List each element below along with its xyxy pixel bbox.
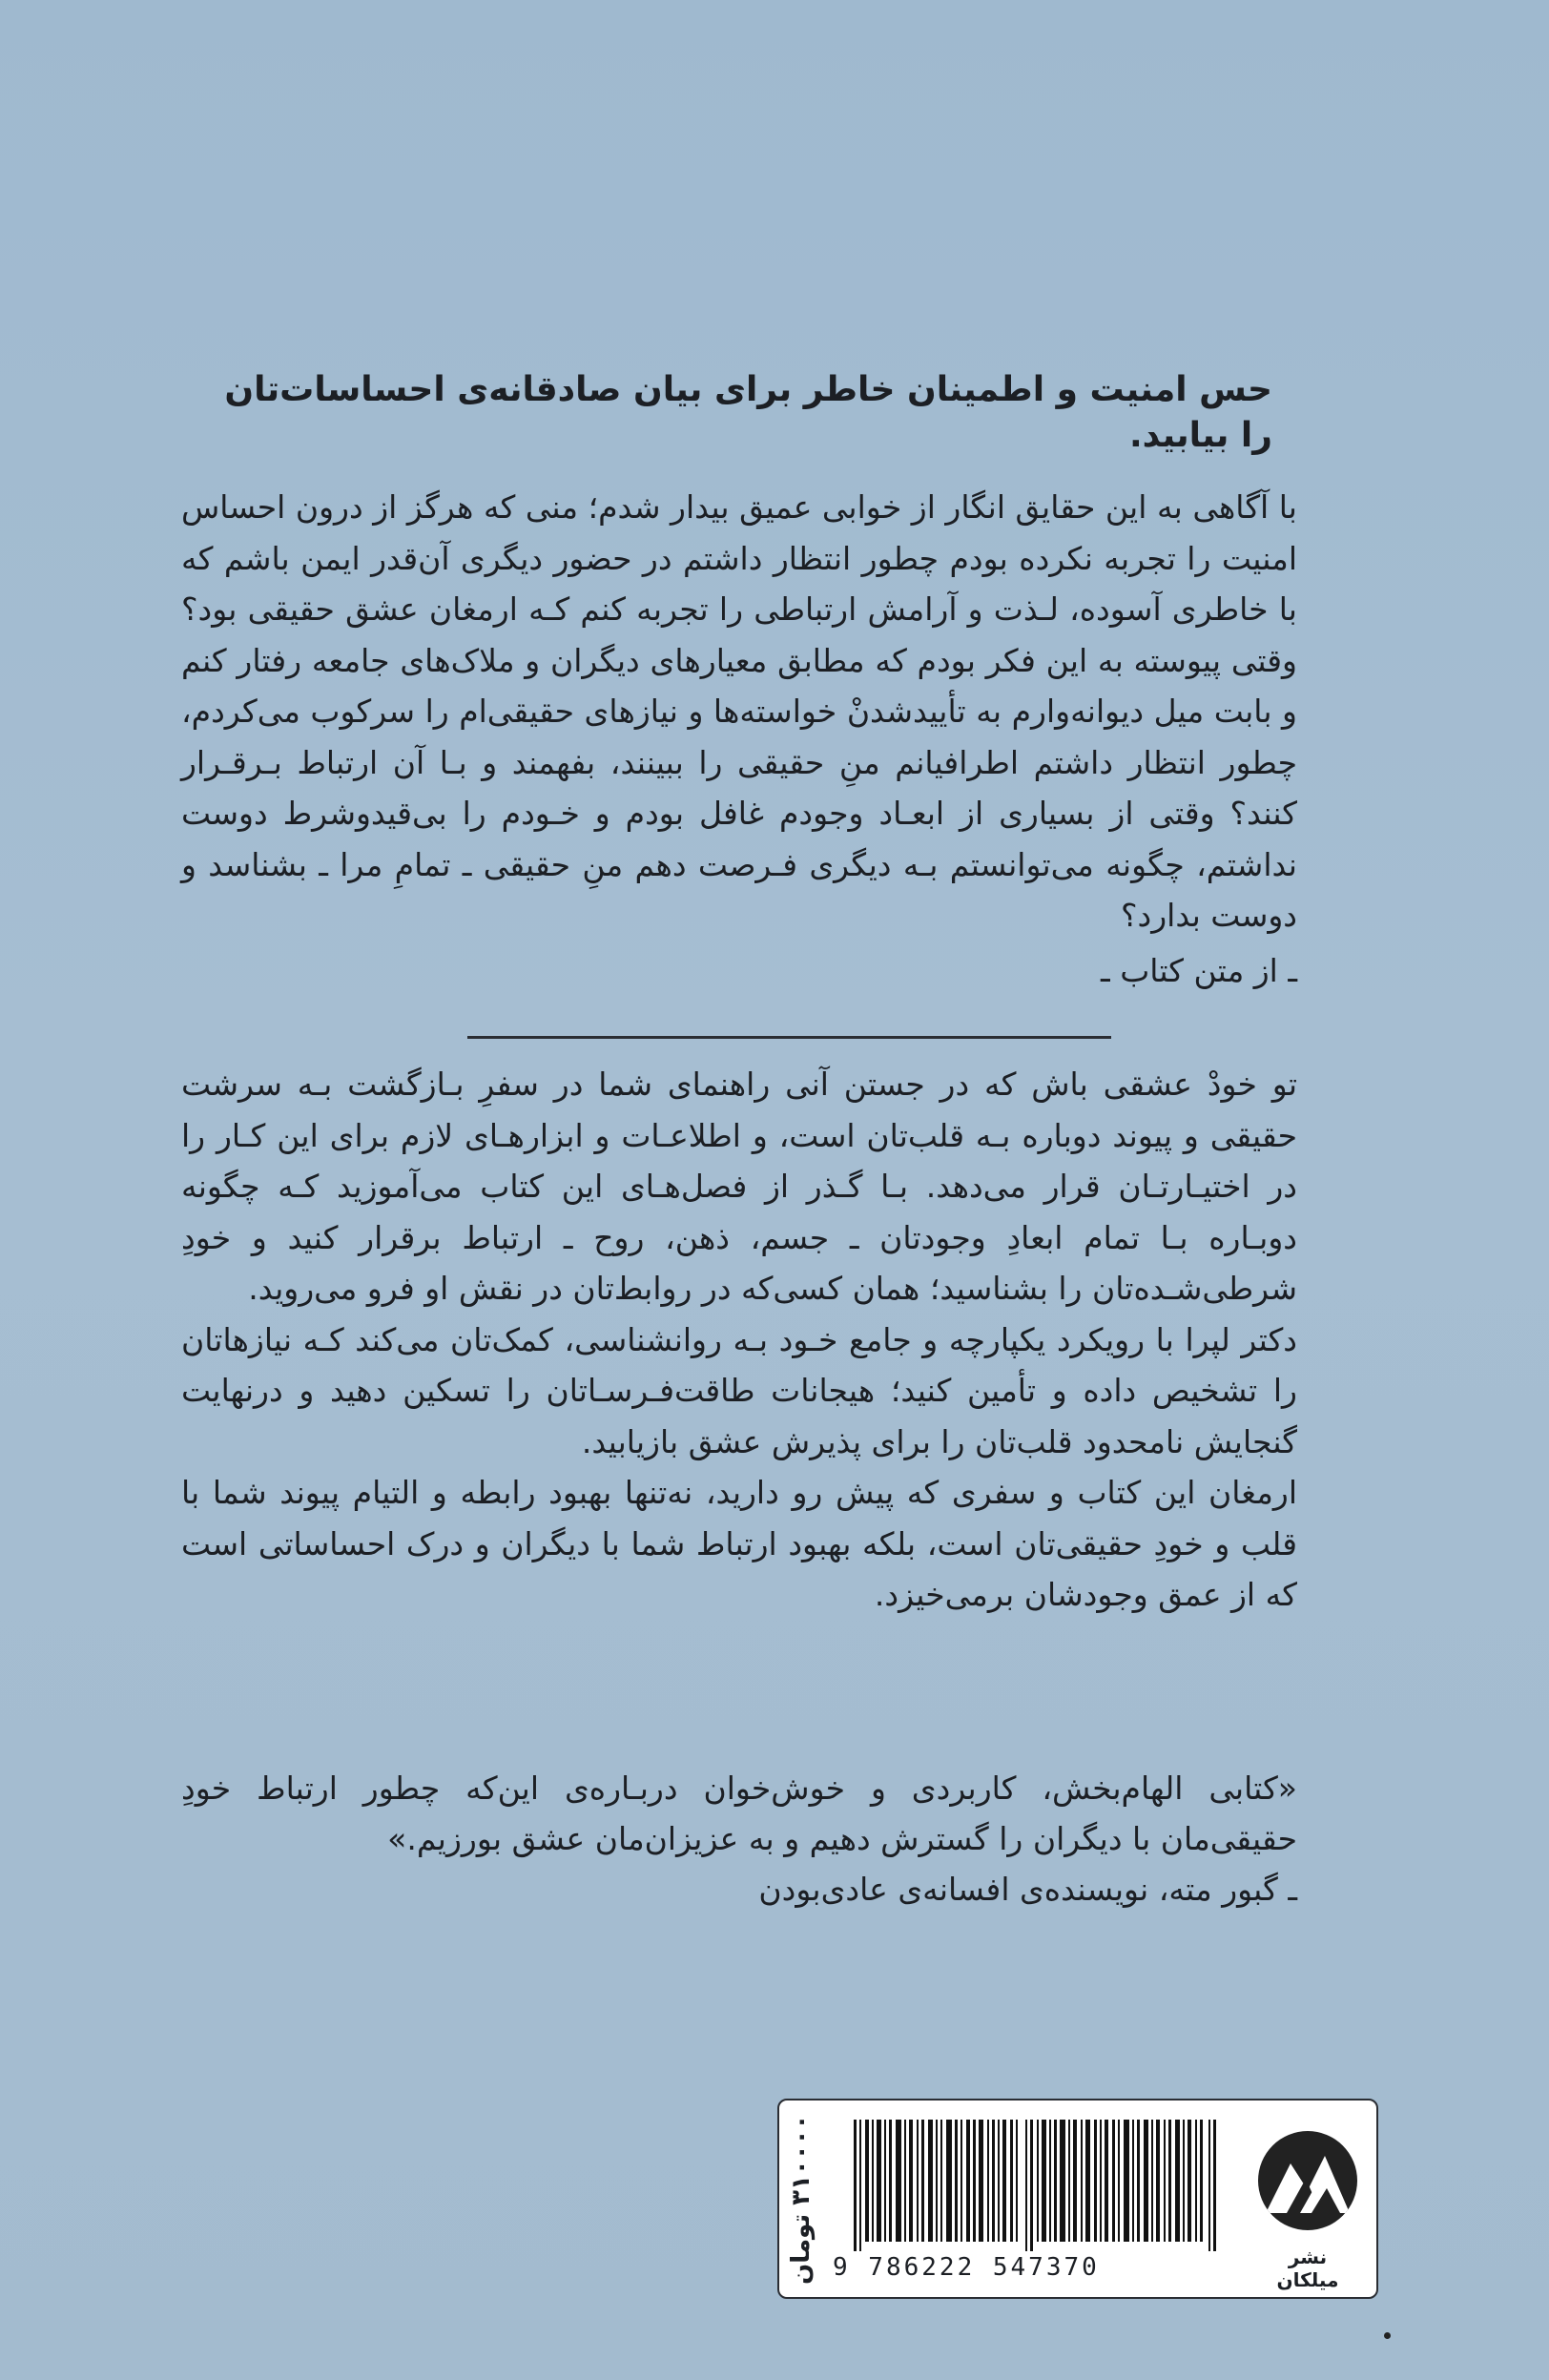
book-excerpt: [181, 482, 1297, 996]
endorsement-attribution: ـ گبور مته، نویسنده‌ی افسانه‌ی عادی‌بودن: [758, 1871, 1297, 1908]
corner-dot: [1384, 2332, 1391, 2339]
isbn-number: 9 786222 547370: [833, 2253, 1100, 2282]
excerpt-source: ـ از متن کتاب ـ: [1101, 951, 1297, 989]
description-paragraph-2: دکتر لپرا با رویکرد یکپارچه و جامع خـود بـه روانشناسی، کمک‌تان می‌کند کـه نیازهاتان را تشخیص داده و تأمین کنید؛ هیجانات طاقت‌فـرسـاتان را تسکین دهید و درنهایت گنجایش نامحدود قلب‌تان را برای پذیرش عشق بازیابید.: [181, 1320, 1297, 1460]
description-paragraph-1: تو خودْ عشقی باش که در جستن آنی راهنمای شما در سفرِ بـازگشت بـه سرشت حقیقی و پیوند دوباره بـه قلب‌تان است، و اطلاعـات و ابزارهـای لازم برای این کـار را در اختیـارتـان قرار می‌دهد. بـا گـذر از فصل‌هـای این کتاب می‌آموزید کـه چگونه دوبـاره بـا تمام ابعادِ وجودتان ـ جسم، ذهن، روح ـ ارتباط برقرار کنید و خودِ شرطی‌شـده‌تان را بشناسید؛ همان کسی‌که در روابط‌تان در نقش او فرو می‌روید.: [181, 1066, 1297, 1307]
endorsement: [181, 1763, 1297, 1914]
excerpt-body: با آگاهی به این حقایق انگار از خوابی عمیق بیدار شدم؛ منی که هرگز از درون احساس امنیت را تجربه نکرده بودم چطور انتظار داشتم در حضور دیگری آن‌قدر ایمن باشم که با خاطری آسوده، لـذت و آرامش ارتباطی را تجربه کنم کـه ارمغان عشق حقیقی بود؟ وقتی پیوسته به این فکر بودم که مطابق معیارهای دیگران و ملاک‌های جامعه رفتار کنم و بابت میل دیوانه‌وارم به تأییدشدنْ خواسته‌ها و نیازهای حقیقی‌ام را سرکوب می‌کردم، چطور انتظار داشتم اطرافیانم منِ حقیقی را ببینند، بفهمند و بـا آن ارتباط بـرقـرار کنند؟ وقتی از بسیاری از ابعـاد وجودم غافل بودم و خـودم را بی‌قیدوشرط دوست نداشتم، چگونه می‌توانستم بـه دیگری فـرصت دهم منِ حقیقی ـ تمامِ مرا ـ بشناسد و دوست بدارد؟: [181, 488, 1297, 934]
endorsement-quote: «کتابی الهام‌بخش، کاربردی و خوش‌خوان دربـاره‌ی این‌که چطور ارتباط خودِ حقیقی‌مان با دیگران را گسترش دهیم و به عزیزان‌مان عشق بورزیم.»: [181, 1769, 1297, 1857]
headline: حس امنیت و اطمینان خاطر برای بیان صادقانه‌ی احساسات‌تان را بیابید.: [224, 370, 1272, 455]
barcode: [854, 2120, 1221, 2251]
barcode-panel: [777, 2099, 1378, 2299]
price-label: ۳۱۰۰۰۰ تومان: [787, 2114, 816, 2286]
section-divider: [467, 1036, 1111, 1039]
book-description: [181, 1059, 1297, 1621]
description-paragraph-3: ارمغان این کتاب و سفری که پیش رو دارید، نه‌تنها بهبود رابطه و التیام پیوند شما با قلب و خودِ حقیقی‌تان است، بلکه بهبود ارتباط شما با دیگران و درک احساساتی است که از عمق وجودشان برمی‌خیزد.: [181, 1474, 1297, 1613]
publisher-logo: [1256, 2118, 1359, 2291]
mountains-logo-icon: [1258, 2131, 1357, 2230]
publisher-name: نشر میلکان: [1276, 2245, 1339, 2291]
